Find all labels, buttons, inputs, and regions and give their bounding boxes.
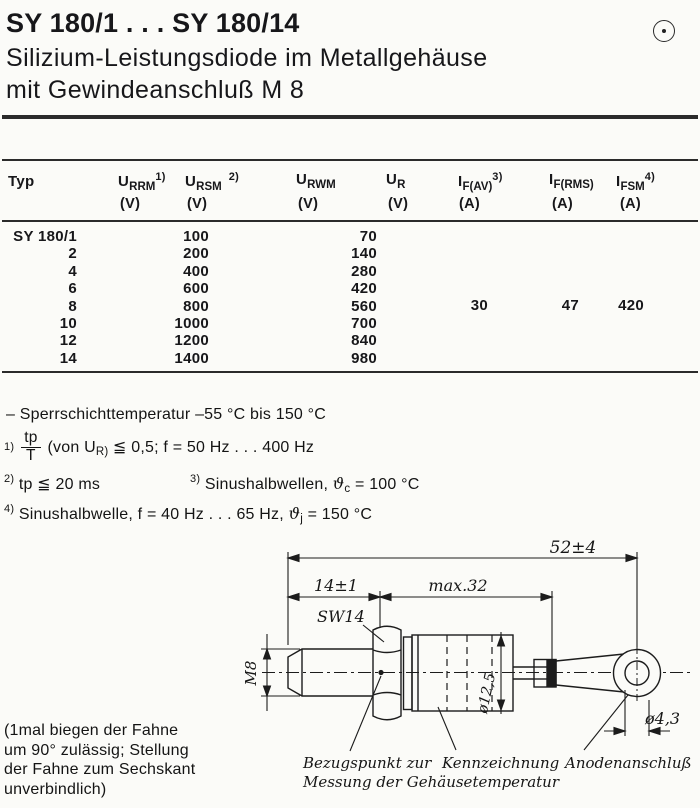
row-urrm: 200 <box>183 245 209 262</box>
table-top-rule <box>2 159 698 161</box>
label-reference-point-line2: Messung der Gehäusetemperatur <box>303 773 560 791</box>
page-title: SY 180/1 . . . SY 180/14 <box>6 8 300 38</box>
flag-note-line1: (1mal biegen der Fahne <box>4 722 179 739</box>
row-urwm: 980 <box>351 350 377 367</box>
dim-label-body-diameter: ø12,5 <box>474 671 500 715</box>
row-typ: 6 <box>68 280 77 297</box>
row-urwm: 280 <box>351 263 377 280</box>
row-typ: 14 <box>59 350 77 367</box>
note-junction-temperature: – Sperrschichttemperatur –55 °C bis 150 °C <box>6 406 327 423</box>
shared-if-rms: 47 <box>561 297 579 314</box>
row-urrm: 1200 <box>174 332 209 349</box>
footnote-1-text: (von $U_{R)}$ ≦ 0,5; f = 50 Hz . . . 400 Hz <box>47 438 315 458</box>
row-urwm: 420 <box>351 280 377 297</box>
unit-ifrms: (A) <box>552 196 574 212</box>
col-header-ur: $U_R$ <box>386 171 406 191</box>
row-urrm: 400 <box>183 263 209 280</box>
row-typ: 10 <box>59 315 77 332</box>
col-header-ursm: $U_{RSM}^{2)}$ <box>185 171 240 193</box>
label-thread-m8: M8 <box>242 660 260 686</box>
row-urwm: 700 <box>351 315 377 332</box>
dim-label-total: 52±4 <box>549 540 597 558</box>
row-typ: SY 180/1 <box>13 228 77 245</box>
row-urrm: 600 <box>183 280 209 297</box>
table-bottom-rule <box>2 371 698 373</box>
unit-ur: (V) <box>388 196 409 212</box>
dim-label-stud: 14±1 <box>314 576 358 595</box>
row-urwm: 560 <box>351 298 377 315</box>
table-header-rule <box>2 220 698 222</box>
unit-ifav: (A) <box>459 196 481 212</box>
tp-over-T-fraction: $\frac{tp}{T}$ <box>21 430 40 465</box>
dim-label-body: max.32 <box>428 576 488 595</box>
dim-label-hole-diameter: ø4,3 <box>645 709 681 728</box>
flag-note-line2: um 90° zulässig; Stellung <box>4 741 189 759</box>
row-typ: 2 <box>68 245 77 262</box>
label-marking: Kennzeichnung <box>442 754 560 772</box>
col-header-typ: Typ <box>8 173 35 190</box>
projection-symbol-dot <box>662 29 667 34</box>
row-urrm: 1400 <box>174 350 209 367</box>
col-header-urwm: $U_{RWM}$ <box>296 171 336 191</box>
package-outline-drawing <box>0 540 700 808</box>
row-typ: 8 <box>68 298 77 315</box>
flag-note-line3: der Fahne zum Sechskant <box>4 761 196 778</box>
shared-ifsm: 420 <box>618 297 644 314</box>
row-urwm: 840 <box>351 332 377 349</box>
col-header-ifav: $I_{F(AV)}^{3)}$ <box>458 171 503 193</box>
label-reference-point-line1: Bezugspunkt zur <box>303 754 432 772</box>
unit-ursm: (V) <box>187 196 208 212</box>
anode-flag <box>556 654 624 661</box>
footnote-4: $^{4)}$ Sinushalbwelle, f = 40 Hz . . . 65 Hz, $ϑ_j = 150$ °C <box>4 503 373 525</box>
unit-ifsm: (A) <box>620 196 642 212</box>
row-typ: 4 <box>68 263 77 280</box>
label-wrench-size: SW14 <box>317 607 365 626</box>
page-subtitle-line1: Silizium-Leistungsdiode im Metallgehäuse <box>6 44 488 72</box>
footnote-1-marker: 1) <box>4 441 15 454</box>
leader-anode <box>584 695 628 750</box>
shared-if-av: 30 <box>470 297 488 314</box>
flag-note-line4: unverbindlich) <box>4 780 107 798</box>
row-urrm: 1000 <box>174 315 209 332</box>
page-subtitle-line2: mit Gewindeanschluß M 8 <box>6 76 305 104</box>
projection-symbol-icon <box>653 20 675 42</box>
footnote-1 <box>4 430 314 465</box>
col-header-ifsm: $I_{FSM}^{4)}$ <box>616 171 656 193</box>
leader-marking <box>438 707 456 750</box>
row-typ: 12 <box>59 332 77 349</box>
row-urrm: 800 <box>183 298 209 315</box>
row-urwm: 140 <box>351 245 377 262</box>
label-anode-connection: Anodenanschluß <box>565 754 692 772</box>
col-header-urrm: $U_{RRM}^{1)}$ <box>118 171 166 193</box>
unit-urrm: (V) <box>120 196 141 212</box>
unit-urwm: (V) <box>298 196 319 212</box>
leader-reference-point <box>350 676 381 751</box>
case-temp-reference-dot <box>378 670 383 675</box>
title-divider <box>2 115 698 119</box>
row-urwm: 70 <box>359 228 377 245</box>
flange <box>404 637 413 710</box>
footnote-3: $^{3)}$ Sinushalbwellen, $ϑ_c = 100$ °C <box>190 473 420 495</box>
row-urrm: 100 <box>183 228 209 245</box>
col-header-ifrms: $I_{F(RMS)}$ <box>549 171 594 191</box>
footnote-2: $^{2)}$ tp ≦ 20 ms <box>4 473 101 493</box>
